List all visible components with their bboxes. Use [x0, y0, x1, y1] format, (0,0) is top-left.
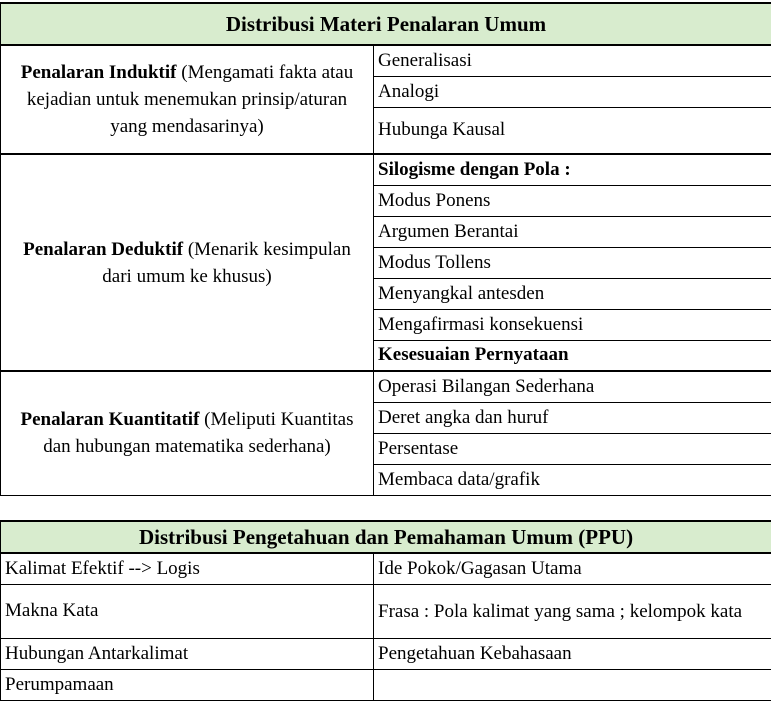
item-cell[interactable]: Silogisme dengan Pola :: [374, 154, 771, 185]
ppu-cell[interactable]: Makna Kata: [1, 584, 374, 638]
table-row: [1, 45, 771, 76]
ppu-cell[interactable]: Hubungan Antarkalimat: [1, 638, 374, 669]
category-cell-kuantitatif[interactable]: [1, 371, 374, 495]
item-cell[interactable]: Modus Tollens: [374, 247, 771, 278]
ppu-cell[interactable]: [374, 669, 771, 700]
item-cell[interactable]: Operasi Bilangan Sederhana: [374, 371, 771, 402]
category-cell-deduktif[interactable]: [1, 154, 374, 371]
category-desc: (Mengamati fakta atau kejadian untuk menemukan prinsip/aturan yang mendasarinya): [27, 62, 353, 137]
ppu-cell[interactable]: Perumpamaan: [1, 669, 374, 700]
item-cell[interactable]: Persentase: [374, 433, 771, 464]
ppu-cell[interactable]: Pengetahuan Kebahasaan: [374, 638, 771, 669]
item-cell[interactable]: Mengafirmasi konsekuensi: [374, 309, 771, 340]
penalaran-umum-table: [0, 2, 771, 496]
item-cell[interactable]: Argumen Berantai: [374, 216, 771, 247]
category-name: Penalaran Deduktif: [23, 239, 183, 260]
category-cell-induktif[interactable]: [1, 45, 374, 154]
ppu-cell[interactable]: Ide Pokok/Gagasan Utama: [374, 553, 771, 584]
item-cell[interactable]: Hubunga Kausal: [374, 107, 771, 154]
table-row: [1, 154, 771, 185]
item-cell[interactable]: Menyangkal antesden: [374, 278, 771, 309]
table-row: [1, 638, 771, 669]
ppu-title[interactable]: Distribusi Pengetahuan dan Pemahaman Umum (PPU): [1, 521, 771, 553]
table-row: [1, 584, 771, 638]
table-row: [1, 371, 771, 402]
item-cell[interactable]: Modus Ponens: [374, 185, 771, 216]
table-header-row: [1, 3, 771, 45]
item-cell[interactable]: Kesesuaian Pernyataan: [374, 340, 771, 371]
table-header-row: [1, 521, 771, 553]
category-desc: (Menarik kesimpulan dari umum ke khusus): [102, 239, 351, 287]
table-row: [1, 669, 771, 700]
category-desc: (Meliputi Kuantitas dan hubungan matematika sederhana): [43, 409, 353, 457]
category-name: Penalaran Induktif: [21, 62, 177, 83]
item-cell[interactable]: Generalisasi: [374, 45, 771, 76]
category-name: Penalaran Kuantitatif: [20, 409, 199, 430]
penalaran-umum-title[interactable]: Distribusi Materi Penalaran Umum: [1, 3, 771, 45]
table-row: [1, 553, 771, 584]
ppu-cell[interactable]: Frasa : Pola kalimat yang sama ; kelompok kata: [374, 584, 771, 638]
ppu-table: [0, 520, 771, 701]
item-cell[interactable]: Membaca data/grafik: [374, 464, 771, 495]
ppu-cell[interactable]: Kalimat Efektif --> Logis: [1, 553, 374, 584]
item-cell[interactable]: Deret angka dan huruf: [374, 402, 771, 433]
item-cell[interactable]: Analogi: [374, 76, 771, 107]
